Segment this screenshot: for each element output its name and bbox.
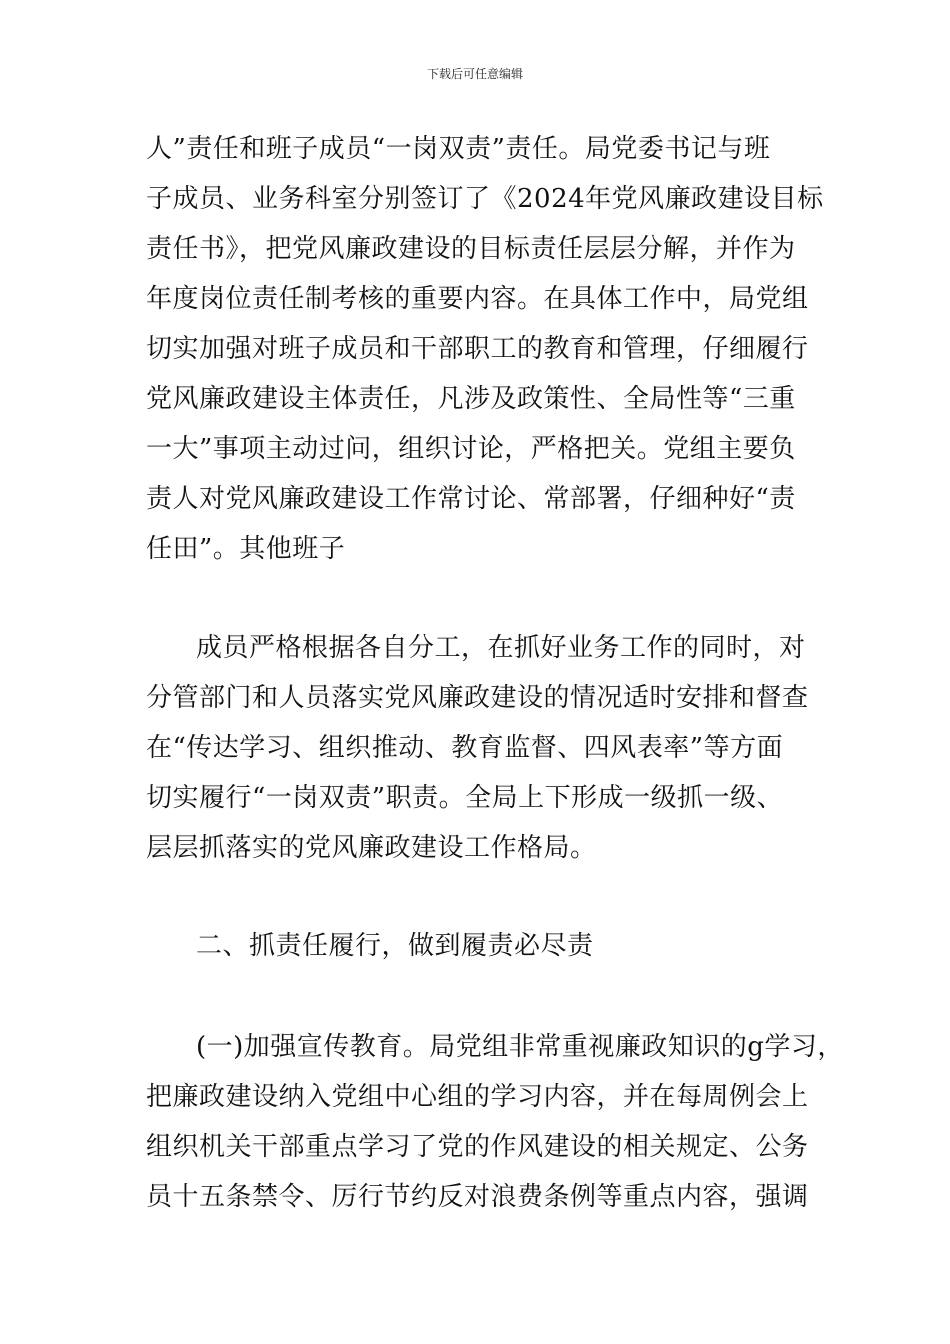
- text-line: 年度岗位责任制考核的重要内容。在具体工作中，局党组: [146, 284, 809, 314]
- text-line: 把廉政建设纳入党组中心组的学习内容，并在每周例会上: [146, 1082, 809, 1112]
- text-line: 分管部门和人员落实党风廉政建设的情况适时安排和督查: [146, 683, 809, 713]
- text-line: 责任书》，把党风廉政建设的目标责任层层分解，并作为: [146, 234, 796, 264]
- text-line: 责人对党风廉政建设工作常讨论、常部署，仔细种好“责: [146, 484, 796, 514]
- header-note: 下载后可任意编辑: [426, 67, 523, 81]
- text-line: 组织机关干部重点学习了党的作风建设的相关规定、公务: [146, 1132, 809, 1162]
- text-line: 切实加强对班子成员和干部职工的教育和管理，仔细履行: [146, 334, 809, 364]
- text-line: 层层抓落实的党风廉政建设工作格局。: [146, 833, 597, 863]
- text-line: 人”责任和班子成员“一岗双责”责任。局党委书记与班: [146, 134, 771, 164]
- text-line: 一大”事项主动过问，组织讨论，严格把关。党组主要负: [146, 434, 796, 464]
- text-line: (一)加强宣传教育。局党组非常重视廉政知识的g学习，: [196, 1032, 844, 1062]
- text-line: 员十五条禁令、厉行节约反对浪费条例等重点内容，强调: [146, 1182, 809, 1212]
- text-line: 在“传达学习、组织推动、教育监督、四风表率”等方面: [146, 733, 784, 763]
- text-line: 任田”。其他班子: [146, 534, 346, 564]
- text-line: 子成员、业务科室分别签订了《2024年党风廉政建设目标: [146, 184, 824, 214]
- text-line: 切实履行“一岗双责”职责。全局上下形成一级抓一级、: [146, 783, 784, 813]
- text-line: 二、抓责任履行，做到履责必尽责: [196, 931, 594, 961]
- text-line: 成员严格根据各自分工，在抓好业务工作的同时，对: [196, 633, 806, 663]
- text-line: 党风廉政建设主体责任，凡涉及政策性、全局性等“三重: [146, 384, 796, 414]
